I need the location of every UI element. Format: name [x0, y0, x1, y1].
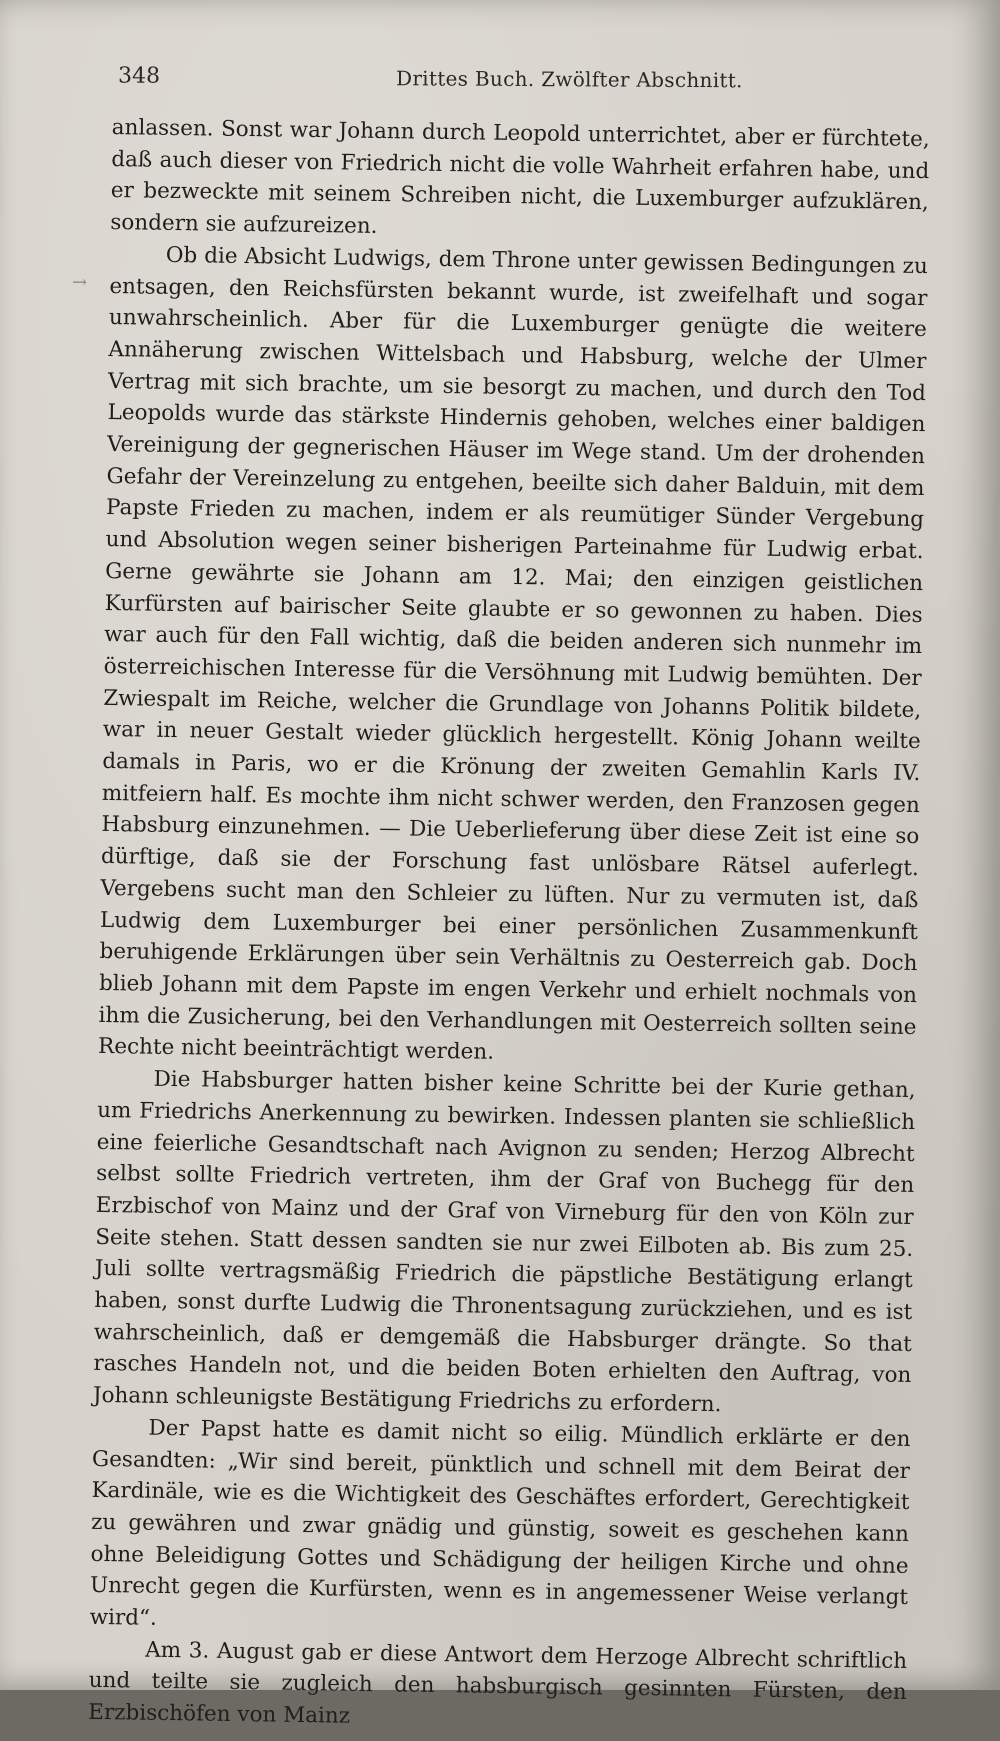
running-head: Drittes Buch. Zwölfter Abschnitt. — [395, 66, 743, 93]
paragraph: Der Papst hatte es damit nicht so eilig. Mündlich erklärte er den Gesandten: „Wir sind bereit, pünktlich und schnell mit dem Beirat der Kardinäle, wie es die Wichtigkeit des Geschäftes erfordert, Gerechtigkeit zu gewähren und zwar gnädig und günstig, soweit es geschehen kann ohne Beleidigung Gottes und Schädigung der heiligen Kirche und ohne Unrecht gegen die Kurfürsten, wenn es in angemessener Weise verlangt wird“. — [89, 1415, 911, 1631]
margin-arrow-mark: → — [72, 272, 88, 293]
paragraph-continuation: anlassen. Sonst war Johann durch Leopold unterrichtet, aber er fürchtete, daß auch dieser von Friedrich nicht die volle Wahrheit erfahren habe, und er bezweckte mit seinem Schreiben nicht, die Luxemburger aufzuklären, sondern sie aufzureizen. — [110, 114, 930, 240]
page-number: 348 — [117, 63, 161, 89]
paragraph: Am 3. August gab er diese Antwort dem Herzoge Albrecht schriftlich und teilte sie zugleich den habsburgisch gesinnten Fürsten, den Erzbischöfen von Mainz — [88, 1637, 908, 1729]
paragraph: Ob die Absicht Ludwigs, dem Throne unter gewissen Bedingungen zu entsagen, den Reichsfürsten bekannt wurde, ist zweifelhaft und sogar unwahrscheinlich. Aber für die Luxemburger genügte die weitere Annäherung zwischen Wittelsbach und Habsburg, welche der Ulmer Vertrag mit sich brachte, um sie besorgt zu machen, und durch den Tod Leopolds wurde das stärkste Hindernis gehoben, welches einer baldigen Vereinigung der gegnerischen Häuser im Wege stand. Um der drohenden Gefahr der Vereinzelung zu entgehen, beeilte sich daher Balduin, mit dem Papste Frieden zu machen, indem er als reumütiger Sünder Vergebung und Absolution wegen seiner bisherigen Parteinahme für Ludwig erbat. Gerne gewährte sie Johann am 12. Mai; den einzigen geistlichen Kurfürsten auf bairischer Seite glaubte er so gewonnen zu haben. Dies war auch für den Fall wichtig, daß die beiden anderen sich nunmehr im österreichischen Interesse für die Versöhnung mit Ludwig bemühten. Der Zwiespalt im Reiche, welcher die Grundlage von Johanns Politik bildete, war in neuer Gestalt wieder glücklich hergestellt. König Johann weilte damals in Paris, wo er die Krönung der zweiten Gemahlin Karls IV. mitfeiern half. Es mochte ihm nicht schwer werden, den Franzosen gegen Habsburg einzunehmen. — Die Ueberlieferung über diese Zeit ist eine so dürftige, daß sie der Forschung fast unlösbare Rätsel auferlegt. Vergebens sucht man den Schleier zu lüften. Nur zu vermuten ist, daß Ludwig dem Luxemburger bei einer persönlichen Zusammenkunft beruhigende Erklärungen über sein Verhältnis zu Oesterreich gab. Doch blieb Johann mit dem Papste im engen Verkehr und erhielt nochmals von ihm die Zusicherung, bei den Verhandlungen mit Oesterreich sollten seine Rechte nicht beeinträchtigt werden. — [97, 242, 928, 1066]
page-header — [118, 63, 938, 100]
paragraph: Die Habsburger hatten bisher keine Schritte bei der Kurie gethan, um Friedrichs Anerkennung zu bewirken. Indessen planten sie schließlich eine feierliche Gesandtschaft nach Avignon zu senden; Herzog Albrecht selbst sollte Friedrich vertreten, ihm der Graf von Buchegg für den Erzbischof von Mainz und der Graf von Virneburg für den von Köln zur Seite stehen. Statt dessen sandten sie nur zwei Eilboten ab. Bis zum 25. Juli sollte vertragsmäßig Friedrich die päpstliche Bestätigung erlangt haben, sonst durfte Ludwig die Thronentsagung zurückziehen, und es ist wahrscheinlich, daß er demgemäß die Habsburger drängte. So that rasches Handeln not, und die beiden Boten erhielten den Auftrag, von Johann schleunigste Bestätigung Friedrichs zu erfordern. — [92, 1066, 916, 1418]
body-text — [88, 112, 930, 1741]
